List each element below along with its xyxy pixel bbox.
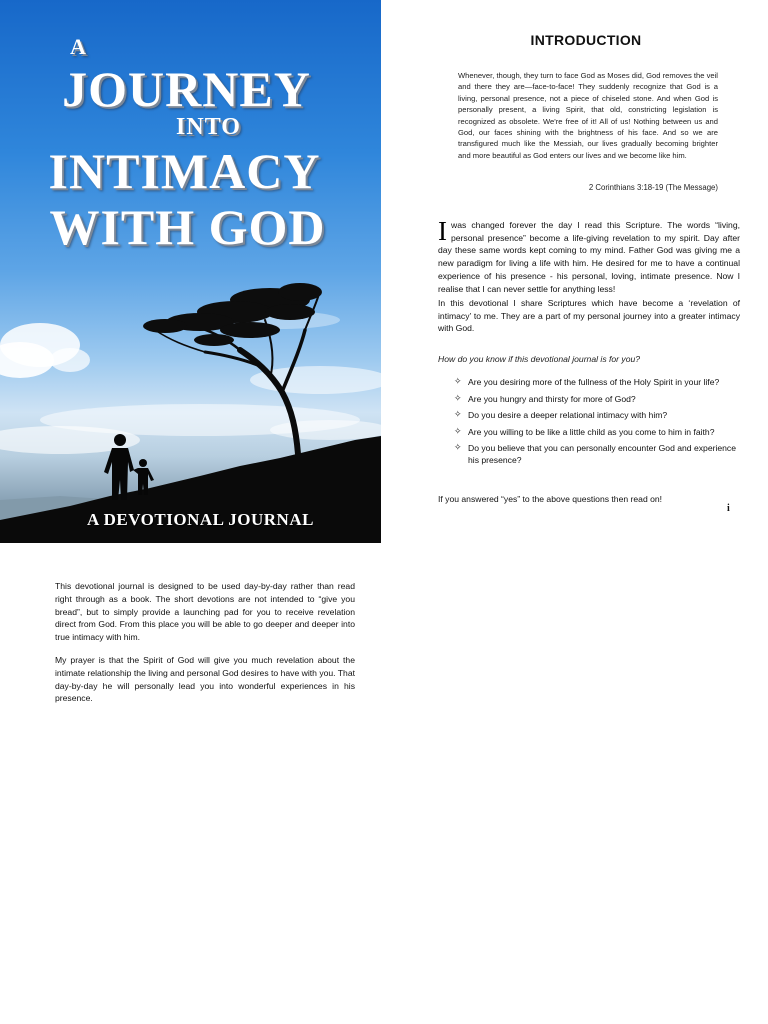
intro-paragraph-2: In this devotional I share Scriptures which have become a ‘revelation of intimacy’ to me. They are a part of my personal journey into a greater intimacy with God. bbox=[438, 298, 740, 334]
intro-paragraph-1 bbox=[438, 216, 740, 295]
diamond-bullet-icon: ✧ bbox=[454, 426, 462, 437]
lower-paragraph-2: My prayer is that the Spirit of God will give you much revelation about the intimate relationship the living and personal God desires to have with you. That day-by-day he will personally lead you into wonderful experiences in his presence. bbox=[55, 654, 355, 704]
tree-foliage bbox=[143, 283, 322, 346]
list-item: ✧ Are you hungry and thirsty for more of God? bbox=[454, 393, 636, 404]
intro-paragraph-1-text: was changed forever the day I read this Scripture. The words “living, personal presence” become a life-giving revelation to my spirit. Day after day these same words kept coming to my mind. Father God was giving me a new paradigm for living a life with him. He desired for me to have a continual experience of his presence - his personal, loving, intimate presence. Now I realise that I can never settle for anything less! bbox=[438, 220, 740, 294]
lower-page bbox=[55, 580, 355, 715]
cover-title-with-god: WITH GOD bbox=[49, 199, 326, 255]
closing-line: If you answered “yes” to the above questions then read on! bbox=[438, 494, 663, 504]
list-item: ✧ Are you willing to be like a little child as you come to him in faith? bbox=[454, 426, 715, 437]
intro-question: How do you know if this devotional journal is for you? bbox=[438, 354, 641, 364]
cover-title-journey: JOURNEY bbox=[62, 61, 311, 117]
cover-title-into: INTO bbox=[176, 114, 241, 140]
diamond-bullet-icon: ✧ bbox=[454, 443, 462, 454]
diamond-bullet-icon: ✧ bbox=[454, 377, 462, 387]
lower-paragraph-1: This devotional journal is designed to be used day-by-day rather than read right through as a book. The short devotions are not intended to “give you bread”, but to simply provide a launching pad for you to receive revelation direct from God. From this place you will be able to go deeper and deeper into true intimacy with him. bbox=[55, 581, 355, 643]
diamond-bullet-icon: ✧ bbox=[454, 393, 462, 404]
scripture-reference: 2 Corinthians 3:18-19 (The Message) bbox=[588, 183, 718, 192]
cover-title-a: A bbox=[70, 34, 87, 59]
scripture-quote: Whenever, though, they turn to face God as Moses did, God removes the veil and there they are—face-to-face! They suddenly recognize that God is a living, personal presence, not a piece of chiseled stone. And when God is personally present, a living Spirit, that old, constricting legislation is recognized as obsolete. We're free of it! All of us! Nothing between us and God, our faces shining with the brightness of his face. And so we are transfigured much like the Messiah, our lives gradually becoming brighter and more beautiful as God enters our lives and we become like him. bbox=[458, 71, 718, 160]
question-list bbox=[454, 377, 744, 471]
list-item: ✧ Are you desiring more of the fullness of the Holy Spirit in your life? bbox=[454, 377, 720, 387]
diamond-bullet-icon: ✧ bbox=[454, 410, 462, 421]
introduction-heading: INTRODUCTION bbox=[530, 32, 642, 48]
list-item: ✧ Do you desire a deeper relational intimacy with him? bbox=[454, 410, 668, 421]
cover-subtitle: A DEVOTIONAL JOURNAL bbox=[87, 510, 314, 529]
list-item: ✧ Do you believe that you can personally encounter God and experience his presence? bbox=[454, 443, 737, 465]
page-number: i bbox=[727, 503, 730, 514]
book-cover bbox=[0, 0, 381, 543]
cover-title-intimacy: INTIMACY bbox=[48, 143, 321, 199]
clouds bbox=[0, 311, 381, 454]
dropcap-letter: I bbox=[438, 216, 447, 246]
